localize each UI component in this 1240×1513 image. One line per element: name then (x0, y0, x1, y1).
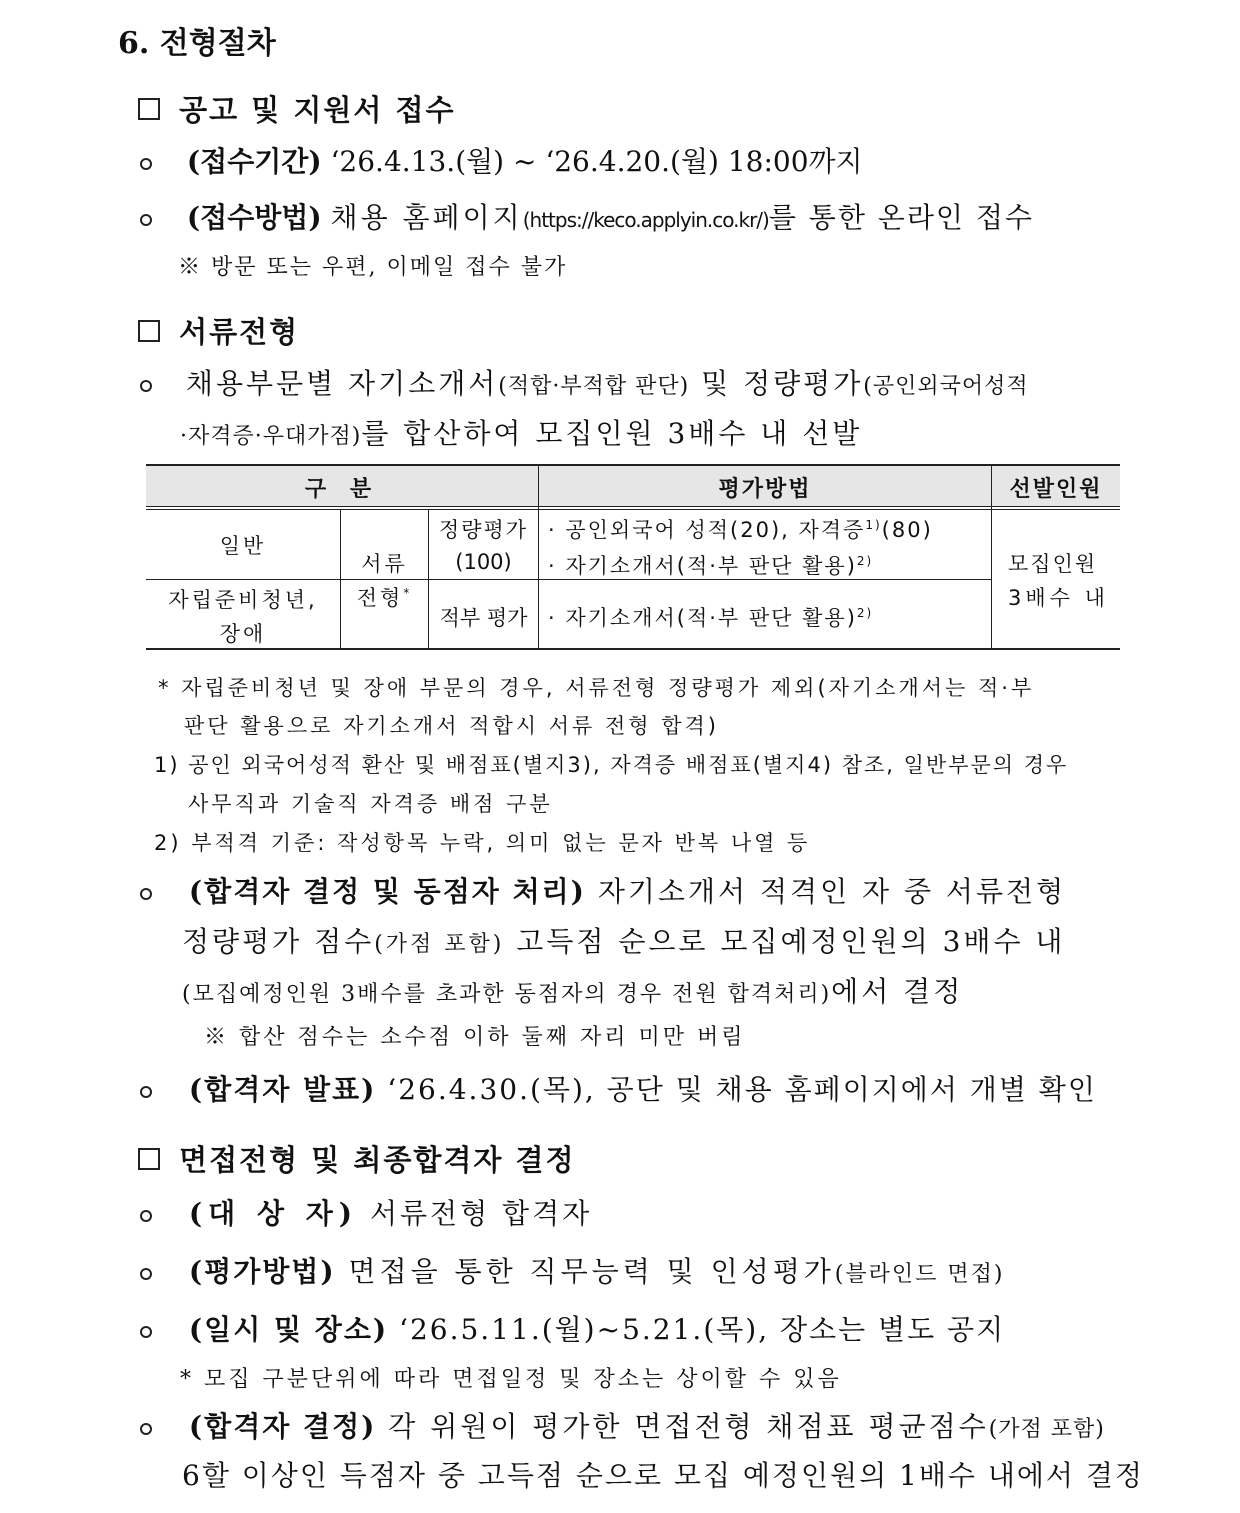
desc-paren: ·자격증·우대가점) (180, 424, 362, 449)
evaluation-table (146, 464, 1120, 650)
pass-text: 고득점 순으로 모집예정인원의 3배수 내 (504, 925, 1066, 958)
desc-paren: (적합·부적합 판단) (498, 374, 690, 399)
pass-text: 에서 결정 (831, 975, 964, 1008)
bullet-circle-icon (140, 158, 152, 170)
bullet-circle-icon (140, 1210, 152, 1222)
select-l2: 3배수 내 (1008, 586, 1109, 610)
section-title: 6. 전형절차 (118, 26, 276, 61)
checkbox-square-icon (138, 1148, 160, 1170)
method-note: ※ 방문 또는 우편, 이메일 접수 불가 (178, 255, 568, 280)
fit-label: 적부 평가 (439, 606, 528, 630)
quant-item1-tail: (80) (881, 518, 933, 542)
s1-method-row (140, 196, 1034, 236)
quant-item1 (548, 514, 933, 544)
doc-screening-sup: * (403, 586, 413, 600)
eval-value: 면접을 통한 직무능력 및 인성평가 (335, 1255, 835, 1288)
bullet-circle-icon (140, 214, 152, 226)
target-label: (대 상 자) (188, 1197, 359, 1230)
pass-text: 정량평가 점수 (182, 925, 375, 958)
date-label: (일시 및 장소) (188, 1313, 389, 1346)
date-row (140, 1308, 1005, 1348)
fit-item (548, 602, 873, 632)
desc-text: 채용부문별 자기소개서 (185, 367, 499, 400)
note1-l1: 1) 공인 외국어성적 환산 및 배점표(별지3), 자격증 배점표(별지4) 참조, 일반부문의 경우 (154, 753, 1069, 777)
s3-header-row (138, 1138, 576, 1179)
th-category: 구 분 (304, 477, 380, 502)
footnote-ref: 1) (865, 518, 882, 532)
bullet-circle-icon (140, 1423, 152, 1435)
s2-desc-line2 (180, 412, 862, 452)
desc-text: 를 합산하여 모집인원 3배수 내 선발 (361, 417, 863, 450)
table-rule (146, 506, 1120, 507)
final-paren: (가점 포함) (988, 1417, 1105, 1442)
announce-value: ‘26.4.30.(목), 공단 및 채용 홈페이지에서 개별 확인 (376, 1073, 1097, 1106)
table-rule (146, 464, 1120, 466)
cat-special-l1: 자립준비청년, (168, 588, 318, 612)
s2-header-row (138, 310, 299, 351)
pass-line3 (182, 970, 963, 1010)
quant-item2 (548, 550, 873, 580)
s2-header: 서류전형 (179, 315, 300, 349)
doc-screening-text: 전형 (356, 586, 404, 610)
pass-note: ※ 합산 점수는 소수점 이하 둘째 자리 미만 버림 (204, 1025, 746, 1050)
cat-general: 일반 (219, 534, 267, 558)
cat-special-l2: 장애 (219, 622, 267, 646)
announce-row (140, 1068, 1097, 1108)
checkbox-square-icon (138, 320, 160, 342)
announce-label: (합격자 발표) (188, 1073, 377, 1106)
pass-paren: (모집예정인원 3배수를 초과한 동점자의 경우 전원 합격처리) (182, 982, 832, 1007)
pass-l1: 자기소개서 적격인 자 중 서류전형 (585, 875, 1067, 908)
eval-row (140, 1250, 1004, 1290)
pass-line1 (140, 870, 1066, 910)
note1-l2: 사무직과 기술직 자격증 배점 구분 (188, 792, 553, 816)
bullet-circle-icon (140, 1326, 152, 1338)
bullet-circle-icon (140, 1086, 152, 1098)
footnote-ref: 2) (856, 606, 874, 620)
note-star-l2: 판단 활용으로 자기소개서 적합시 서류 전형 합격) (184, 714, 719, 738)
footnote-ref: 2) (856, 554, 874, 568)
final-l1: 각 위원이 평가한 면접전형 채점표 평균점수 (376, 1410, 989, 1443)
quant-item1-text: · 공인외국어 성적(20), 자격증 (548, 518, 866, 542)
quant-label-l1: 정량평가 (438, 518, 529, 542)
pass-label: (합격자 결정 및 동점자 처리) (188, 875, 586, 908)
fit-item-text: · 자기소개서(적·부 판단 활용) (548, 606, 857, 630)
period-value: ‘26.4.13.(월) ~ ‘26.4.20.(월) 18:00까지 (330, 145, 863, 178)
pass-line2 (182, 920, 1065, 960)
eval-paren: (블라인드 면접) (834, 1262, 1005, 1287)
final-line1 (140, 1405, 1105, 1445)
final-line2: 6할 이상인 득점자 중 고득점 순으로 모집 예정인원의 1배수 내에서 결정 (182, 1459, 1144, 1492)
checkbox-square-icon (138, 98, 160, 120)
pass-paren: (가점 포함) (374, 932, 505, 957)
th-select: 선발인원 (1009, 477, 1103, 502)
th-method: 평가방법 (718, 477, 812, 502)
final-label: (합격자 결정) (188, 1410, 377, 1443)
desc-paren: (공인외국어성적 (863, 374, 1029, 399)
target-row (140, 1192, 592, 1232)
doc-screening-l2 (341, 582, 428, 612)
note-star-l1: * 자립준비청년 및 장애 부문의 경우, 서류전형 정량평가 제외(자기소개서는 적·부 (158, 676, 1035, 700)
quant-label-l2: (100) (455, 550, 512, 574)
table-rule (340, 509, 341, 650)
bullet-circle-icon (140, 888, 152, 900)
s1-header: 공고 및 지원서 접수 (179, 93, 456, 127)
s1-header-row (138, 88, 456, 129)
method-post: 를 통한 온라인 접수 (768, 201, 1034, 234)
doc-screening-l1: 서류 (361, 552, 408, 576)
target-value: 서류전형 합격자 (358, 1197, 593, 1230)
table-rule (146, 648, 1120, 650)
period-label: (접수기간) (186, 145, 322, 178)
method-url: (https://keco.applyin.co.kr/) (522, 208, 769, 232)
s2-desc-line1 (140, 362, 1029, 402)
date-note: * 모집 구분단위에 따라 면접일정 및 장소는 상이할 수 있음 (180, 1367, 842, 1392)
table-rule (146, 509, 1120, 510)
eval-label: (평가방법) (188, 1255, 336, 1288)
date-value: ‘26.5.11.(월)~5.21.(목), 장소는 별도 공지 (388, 1313, 1006, 1346)
note2: 2) 부적격 기준: 작성항목 누락, 의미 없는 문자 반복 나열 등 (154, 831, 811, 855)
s3-header: 면접전형 및 최종합격자 결정 (179, 1143, 576, 1177)
quant-item2-text: · 자기소개서(적·부 판단 활용) (548, 554, 857, 578)
s1-period-row (140, 140, 863, 180)
method-pre: 채용 홈페이지 (330, 201, 523, 234)
desc-text: 및 정량평가 (689, 367, 864, 400)
bullet-circle-icon (140, 1268, 152, 1280)
bullet-circle-icon (140, 380, 152, 392)
select-l1: 모집인원 (1008, 552, 1098, 576)
method-label: (접수방법) (186, 201, 322, 234)
